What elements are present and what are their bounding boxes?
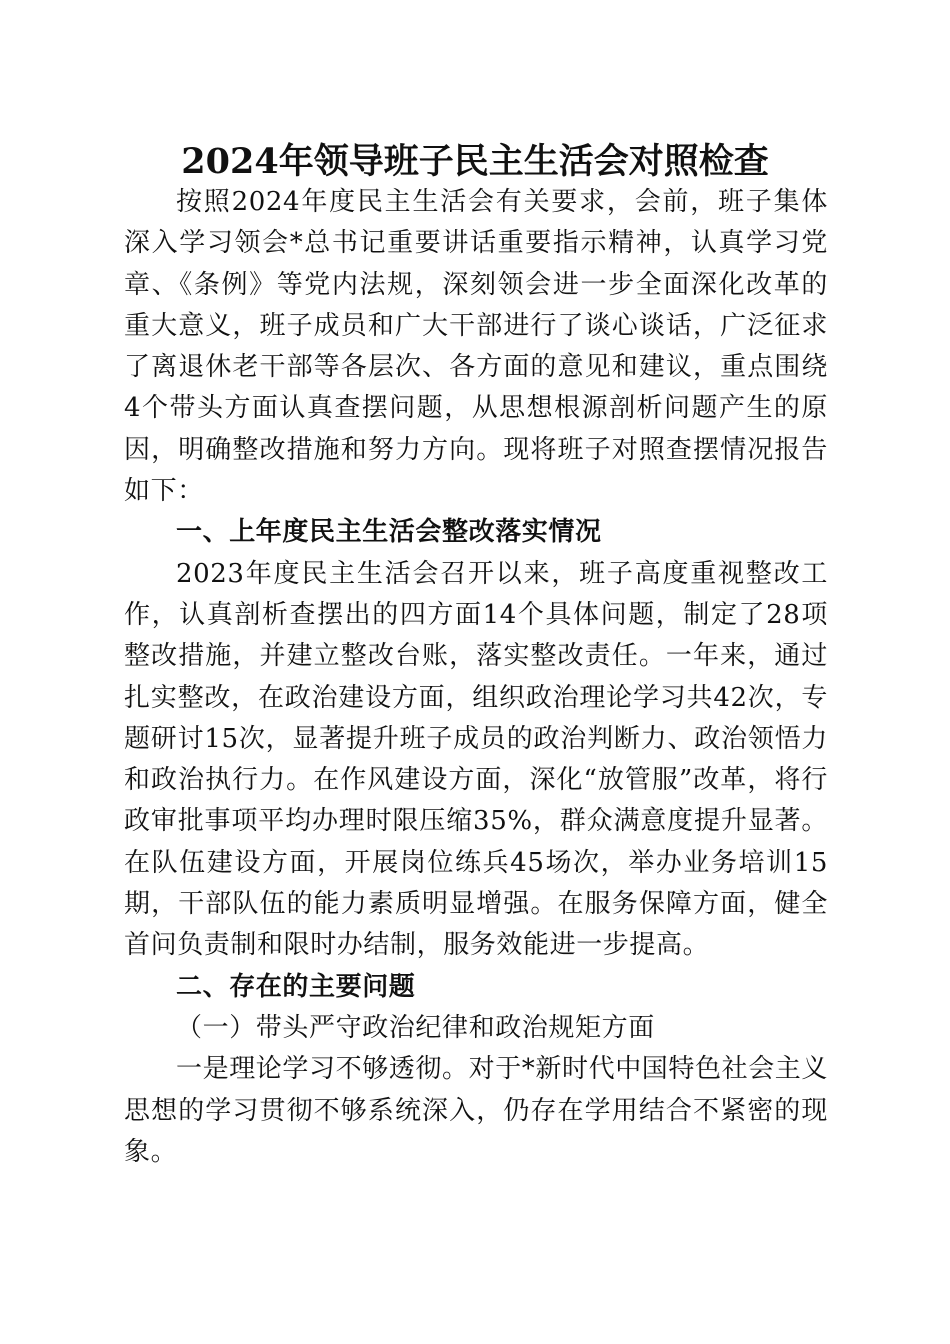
intro-paragraph: 按照2024年度民主生活会有关要求，会前，班子集体深入学习领会*总书记重要讲话重要指示精神，认真学习党章、《条例》等党内法规，深刻领会进一步全面深化改革的重大意义，班子成员和广大干部进行了谈心谈话，广泛征求了离退休老干部等各层次、各方面的意见和建议，重点围绕4个带头方面认真查摆问题，从思想根源剖析问题产生的原因，明确整改措施和努力方向。现将班子对照查摆情况报告如下： (124, 187, 828, 507)
section2-heading: 二、存在的主要问题 (176, 971, 416, 1002)
document-body (124, 182, 828, 1173)
section1-paragraph: 2023年度民主生活会召开以来，班子高度重视整改工作，认真剖析查摆出的四方面14个具体问题，制定了28项整改措施，并建立整改台账，落实整改责任。一年来，通过扎实整改，在政治建设方面，组织政治理论学习共42次，专题研讨15次，显著提升班子成员的政治判断力、政治领悟力和政治执行力。在作风建设方面，深化“放管服”改革，将行政审批事项平均办理时限压缩35%，群众满意度提升显著。在队伍建设方面，开展岗位练兵45场次，举办业务培训15期，干部队伍的能力素质明显增强。在服务保障方面，健全首问负责制和限时办结制，服务效能进一步提高。 (124, 558, 828, 961)
section2-paragraph: 一是理论学习不够透彻。对于*新时代中国特色社会主义思想的学习贯彻不够系统深入，仍存在学用结合不紧密的现象。 (124, 1054, 829, 1167)
section2-subheading: （一）带头严守政治纪律和政治规矩方面 (176, 1012, 655, 1043)
section1-heading: 一、上年度民主生活会整改落实情况 (176, 517, 602, 548)
document-title: 2024年领导班子民主生活会对照检查 (181, 141, 769, 182)
